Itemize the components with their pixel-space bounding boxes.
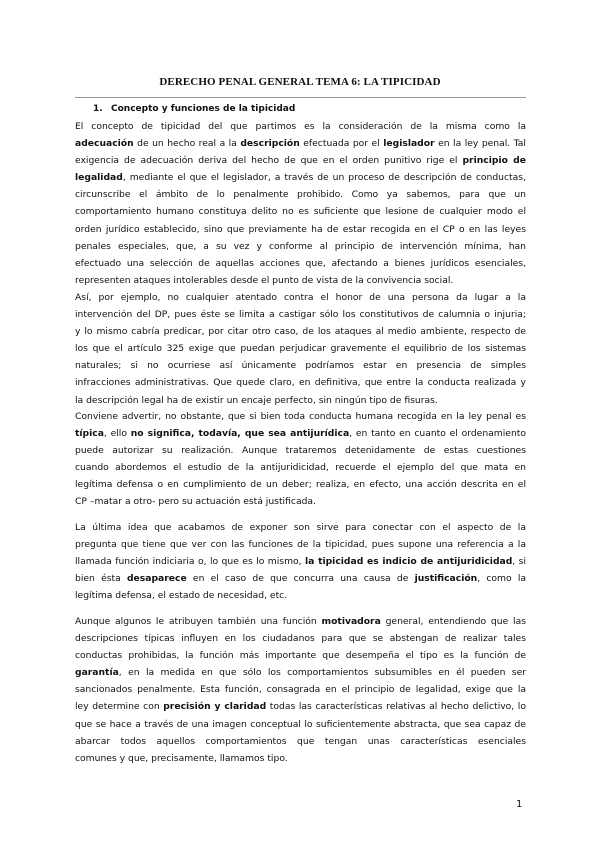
bold-term: típica [75,428,104,440]
text-line [75,272,526,289]
text-run: , como la [477,573,527,585]
bold-term: motivadora [321,616,381,627]
text-line [75,374,526,391]
text-run: CP –matar a otro- pero su actuación está justificada. [75,496,316,508]
text-run: Conviene advertir, no obstante, que si bien toda conducta humana recogida en la ley penal es [75,411,526,422]
text-line [75,733,526,750]
text-line [75,340,526,357]
text-run: Así, por ejemplo, no cualquier atentado contra el honor de una persona da lugar a la [75,292,526,303]
text-run: penales especiales, que, a su vez y conforme al principio de intervención mínima, han [75,240,526,252]
text-line [75,323,526,340]
text-run: , si [512,556,526,568]
text-run: naturales; si no ocurriese así únicamente podríamos estar en presencia de simples [75,360,526,372]
paragraph-antijuridicidad [75,408,526,511]
text-line [75,135,526,152]
title-divider [75,97,526,98]
text-line [75,357,526,374]
text-line [75,750,526,767]
bold-term: adecuación [75,138,134,150]
text-run: sancionados penalmente. Esta función, consagrada en el principio de legalidad, exige que la [75,684,526,696]
text-line [75,613,526,630]
text-run: circunscribe el ámbito de lo penalmente prohibido. Como ya sabemos, para que un [75,189,526,201]
text-line [75,238,526,255]
text-run: , en tanto en cuanto el ordenamiento [349,428,526,440]
bold-term: garantía [75,667,119,679]
text-line [75,476,526,493]
text-line [75,493,526,510]
text-run: efectuada por el [299,138,384,150]
text-line [75,221,526,238]
paragraph-ejemplo [75,289,526,409]
bold-term: precisión y claridad [163,701,267,713]
bold-term: legislador [383,138,435,150]
text-line [75,289,526,306]
paragraph-funcion-garantia [75,613,526,767]
section-number: 1. [93,104,103,114]
text-line [75,255,526,272]
text-run: comunes y que, precisamente, llamamos tipo. [75,752,288,764]
bold-term: principio de [462,155,526,167]
text-line [75,306,526,323]
text-run: representen ataques intolerables desde el punto de vista de la convivencia social. [75,274,454,286]
text-run: puede autorizar su realización. Aunque trataremos detenidamente de estas cuestiones [75,445,526,457]
text-run: ley determine con [75,701,164,713]
text-run: , en la medida en que sólo los comportamientos subsumibles en él pueden ser [118,667,526,679]
text-line [75,442,526,459]
text-run: en el caso de que concurra una causa de [186,573,415,585]
text-line [75,647,526,664]
text-run: legítima defensa, el estado de necesidad, etc. [75,590,288,602]
bold-term: la tipicidad es indicio de antijuridicidad [305,556,513,568]
text-run: infracciones administrativas. Que quede claro, en definitiva, que entre la conducta realizada y [75,377,526,389]
text-line [75,519,526,536]
text-line [75,186,526,203]
text-run: en la ley penal. Tal [434,138,526,150]
text-run: , ello [103,428,131,440]
text-run: llamada función indiciaria o, lo que es lo mismo, [75,556,305,568]
text-run: legítima defensa o en cumplimiento de un deber; realiza, en efecto, una acción descrita en el [75,479,526,491]
text-run: la descripción legal ha de existir un encaje perfecto, sin ningún tipo de fisuras. [75,394,438,406]
text-line [75,587,526,604]
text-line [75,203,526,220]
text-line [75,536,526,553]
text-line [75,698,526,715]
bold-term: legalidad [75,172,123,184]
text-run: descripciones típicas influyen en los ciudadanos para que se abstengan de realizar tales [75,633,526,645]
section-title: Concepto y funciones de la tipicidad [111,104,296,114]
text-run: pregunta que tiene que ver con las funciones de la tipicidad, pues supone una referencia a la [75,539,526,551]
bold-term: descripción [240,138,300,150]
text-line [75,664,526,681]
text-line [75,392,526,409]
text-run: cuando abordemos el estudio de la antijuridicidad, recuerde el ejemplo del que mata en [75,462,526,474]
text-run: comportamiento humano constituya delito no es suficiente que lesione de cualquier modo el [75,206,526,218]
text-run: que se hace a través de una imagen conceptual lo suficientemente abstracta, que sea capaz de [75,718,526,730]
page-number: 1 [516,799,523,810]
section-heading [93,103,295,116]
text-run: El concepto de tipicidad del que partimos es la consideración de la misma como la [75,121,526,132]
text-line [75,681,526,698]
text-line [75,408,526,425]
text-line [75,716,526,733]
text-run: bien ésta [75,573,127,585]
text-run: y lo mismo cabría predicar, por citar otro caso, de los ataques al medio ambiente, respecto de [75,326,526,338]
text-run: todas las características relativas al hecho delictivo, lo [266,701,526,713]
bold-term: justificación [414,573,478,585]
text-line [75,169,526,186]
text-line [75,118,526,135]
text-run: efectuado una selección de aquellas acciones que, afectando a bienes jurídicos esenciales, [75,257,526,269]
text-run: los que el artículo 325 exige que puedan perjudicar gravemente el equilibrio de los sistemas [75,343,526,355]
text-run: Aunque algunos le atribuyen también una función [75,616,322,627]
bold-term: desaparece [126,573,187,585]
paragraph-funcion-indiciaria [75,519,526,604]
paragraph-adecuacion [75,118,526,289]
text-run: abarcar todos aquellos comportamientos que tengan unas características esenciales [75,735,526,747]
bold-term: no significa, todavía, que sea antijurídica [130,428,350,440]
text-line [75,570,526,587]
text-run: exigencia de adecuación deriva del hecho de que en el orden punitivo rige el [75,155,463,167]
text-run: de un hecho real a la [133,138,241,150]
text-run: La última idea que acabamos de exponer son sirve para conectar con el aspecto de la [75,522,526,533]
text-run: intervención del DP, pues éste se limita a castigar sólo los constitutivos de calumnia o injuria; [75,309,526,321]
text-line [75,425,526,442]
text-line [75,459,526,476]
text-line [75,630,526,647]
page-title: DERECHO PENAL GENERAL TEMA 6: LA TIPICIDAD [159,76,441,88]
text-run: orden jurídico establecido, sino que previamente ha de estar recogida en el CP o en las leyes [75,223,526,235]
text-run: , mediante el que el legislador, a través de un proceso de descripción de conductas, [122,172,526,184]
text-line [75,152,526,169]
text-run: conductas prohibidas, la función más importante que desempeña el tipo es la función de [75,650,526,662]
text-run: general, entendiendo que las [380,616,526,627]
text-line [75,553,526,570]
